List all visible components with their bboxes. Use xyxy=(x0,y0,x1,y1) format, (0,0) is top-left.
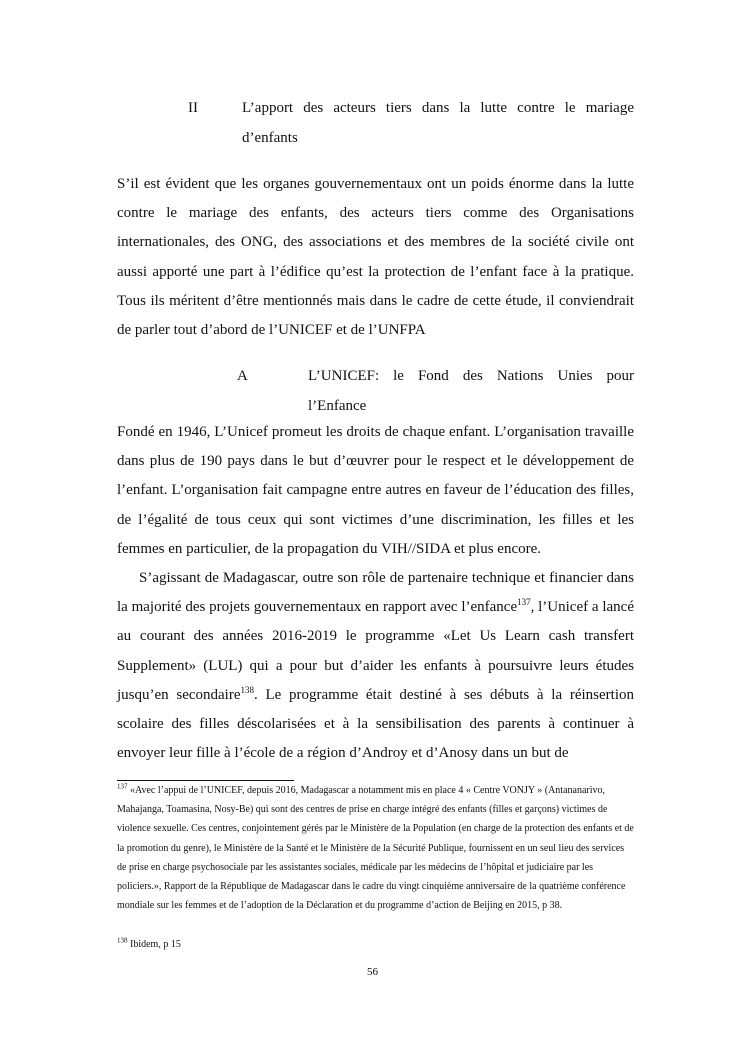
paragraph-madagascar-part-a: S’agissant de Madagascar, outre son rôle de partenaire technique et financier dans la majorité des projets gouvernementaux en rapport avec l’enfance xyxy=(117,570,634,616)
footnote-text: Ibidem, p 15 xyxy=(127,939,181,950)
page-number: 56 xyxy=(367,966,378,978)
footnote-ref-138[interactable]: 138 xyxy=(240,684,255,695)
footnote-ref-137[interactable]: 137 xyxy=(517,597,531,608)
paragraph-madagascar-part-b: , l’Unicef a lancé au courant des années 2016-2019 le programme «Let Us Learn cash transfert Supplement» (LUL) qui a pour but d’aider les enfants à poursuivre leurs études jusqu’en secondaire xyxy=(117,599,634,703)
section-number: II xyxy=(188,100,198,116)
subsection-title: L’UNICEF: le Fond des Nations Unies pour l’Enfance xyxy=(308,368,634,414)
paragraph-madagascar-part-c: . Le programme était destiné à ses débuts à la réinsertion scolaire des filles déscolarisées et à la sensibilisation des parents à continuer à envoyer leur fille à l’école de a région d’Androy et d’Anosy dans un but de xyxy=(117,686,634,762)
subsection-letter: A xyxy=(237,368,248,384)
footnote-number: 137 xyxy=(117,782,128,791)
footnote-text: «Avec l’appui de l’UNICEF, depuis 2016, Madagascar a notamment mis en place 4 « Centre VONJY » (Antananarivo, Mahajanga, Toamasina, Nosy-Be) qui sont des centres de prise en charge intégré des enfants (filles et garçons) victimes de violence sexuelle. Ces centres, conjointement gérés par le Ministère de la Population (en charge de la protection des enfants et de la promotion du genre), le Ministère de la Santé et le Ministère de la Sécurité Publique, fournissent en un seul lieu des services de prise en charge psychosociale par les assistantes sociales, médicale par les médecins de l’hôpital et judiciaire par les policiers.», Rapport de la République de Madagascar dans le cadre du vingt cinquième anniversaire de la quatrième conférence mondiale sur les femmes et de l’adoption de la Déclaration et du programme d’action de Beijing en 2015, p 38. xyxy=(117,785,634,912)
footnote-137 xyxy=(117,781,634,915)
paragraph-intro: S’il est évident que les organes gouvernementaux ont un poids énorme dans la lutte contre le mariage des enfants, des acteurs tiers comme des Organisations internationales, des ONG, des associations et des membres de la société civile ont aussi apporté une part à l’édifice qu’est la protection de l’enfant face à la pratique. Tous ils méritent d’être mentionnés mais dans le cadre de cette étude, il conviendrait de parler tout d’abord de l’UNICEF et de l’UNFPA xyxy=(117,176,634,339)
footnote-number: 138 xyxy=(117,936,128,945)
section-title: L’apport des acteurs tiers dans la lutte contre le mariage d’enfants xyxy=(242,100,634,146)
footnote-138 xyxy=(117,935,634,954)
paragraph-madagascar xyxy=(117,564,634,768)
paragraph-unicef-intro: Fondé en 1946, L’Unicef promeut les droits de chaque enfant. L’organisation travaille dans plus de 190 pays dans le but d’œuvrer pour le respect et le développement de l’enfant. L’organisation fait campagne entre autres en faveur de l’éducation des filles, de l’égalité de tous ceux qui sont victimes d’une discrimination, les filles et les femmes en particulier, de la propagation du VIH//SIDA et plus encore. xyxy=(117,424,634,557)
